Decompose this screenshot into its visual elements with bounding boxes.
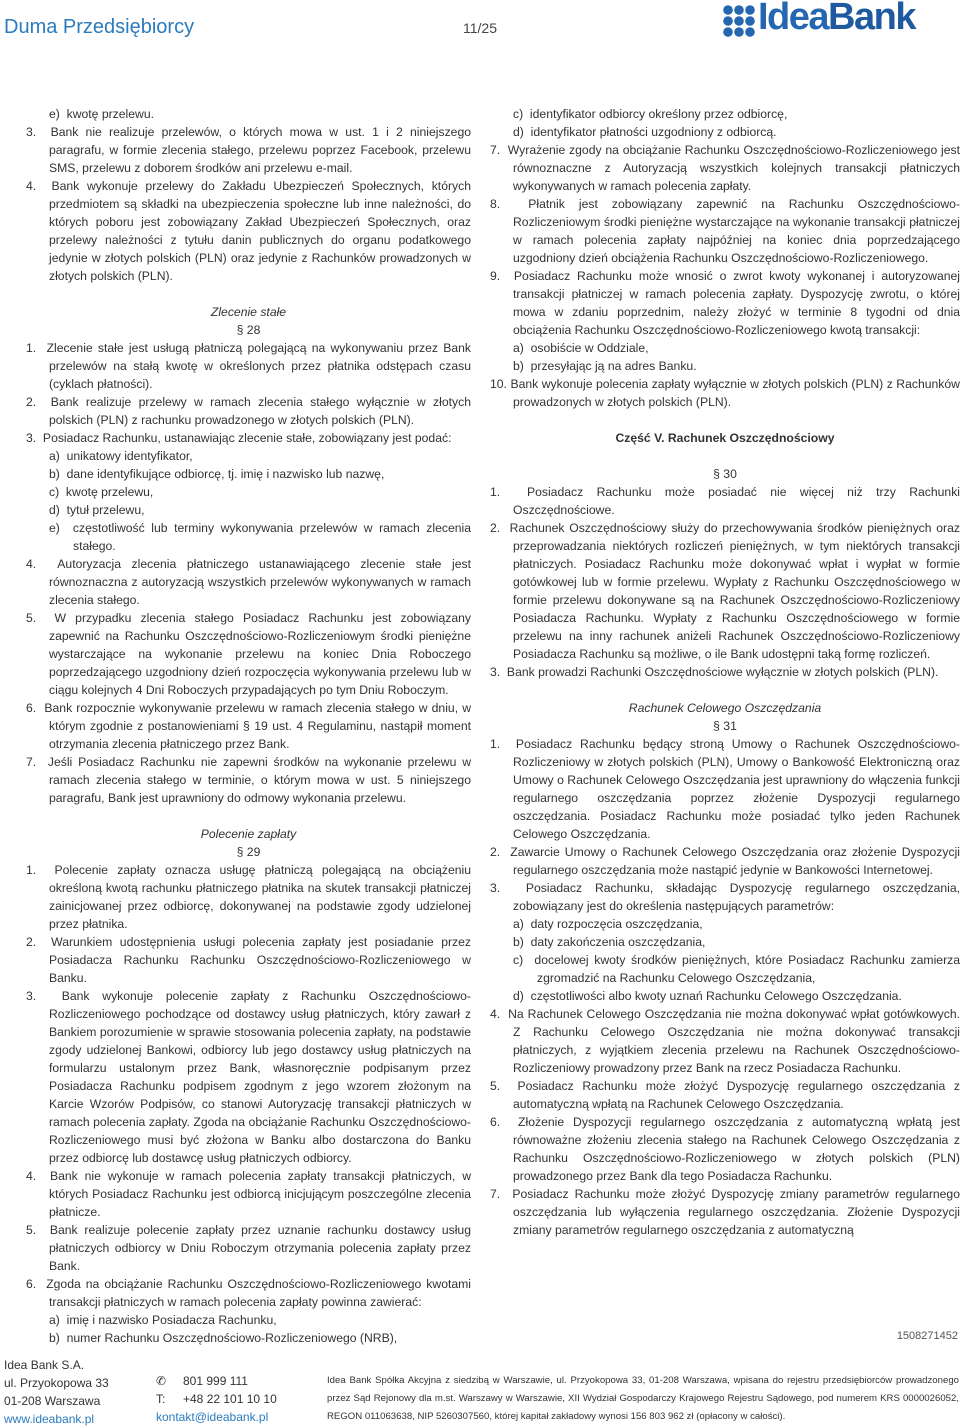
address-line: Idea Bank S.A. [4, 1358, 85, 1372]
list-subitem: d) identyfikator płatności uzgodniony z odbiorcą. [513, 125, 777, 139]
dots-grid-icon [722, 4, 756, 38]
section-heading: Rachunek Celowego Oszczędzania [628, 701, 822, 715]
paragraph-item: 10. Bank wykonuje polecenia zapłaty wyłącznie w złotych polskich (PLN) z Rachunków prowadzonych w złotych polskich (PLN). [490, 377, 960, 409]
left-column [26, 105, 471, 1347]
logo-bank: Bank [828, 0, 915, 38]
paragraph-item: 3. Posiadacz Rachunku, ustanawiając zlecenie stałe, zobowiązany jest podać: [26, 431, 452, 445]
section-heading: Część V. Rachunek Oszczędnościowy [615, 431, 835, 445]
list-subitem: c) kwotę przelewu, [49, 485, 154, 499]
list-subitem: a) daty rozpoczęcia oszczędzania, [513, 917, 703, 931]
right-column [490, 105, 960, 1239]
list-subitem: b) przesyłając ją na adres Banku. [513, 359, 697, 373]
logo-wordmark [758, 0, 915, 39]
list-subitem: b) daty zakończenia oszczędzania, [513, 935, 706, 949]
list-subitem: b) dane identyfikujące odbiorcę, tj. imię i nazwisko lub nazwę, [49, 467, 385, 481]
document-title: Duma Przedsiębiorcy [4, 16, 195, 38]
section-heading: Zlecenie stałe [210, 305, 287, 319]
paragraph-item: 9. Posiadacz Rachunku może wnosić o zwrot kwoty wykonanej i autoryzowanej transakcji płatniczej w ramach polecenia zapłaty. Dyspozycję zwrotu, o której mowa w zdaniu poprzednim, należy złożyć w terminie 8 tygodni od dnia obciążenia Rachunku Oszczędnościowo-Rozliczeniowego kwotą transakcji: [490, 269, 960, 337]
address-line: ul. Przyokopowa 33 [4, 1376, 109, 1390]
paragraph-item: 2. Warunkiem udostępnienia usługi polecenia zapłaty jest posiadanie przez Posiadacza Rachunku Rachunku Oszczędnościowo-Rozliczeniowego w Banku. [26, 935, 471, 985]
list-subitem: c) docelowej kwoty środków pieniężnych, które Posiadacz Rachunku zamierza zgromadzić na Rachunku Celowego Oszczędzania, [513, 953, 960, 985]
logo-idea: Idea [758, 0, 829, 38]
spacer [26, 807, 471, 825]
website-link[interactable]: www.ideabank.pl [4, 1412, 95, 1426]
paragraph-item: 4. Na Rachunek Celowego Oszczędzania nie można dokonywać wpłat gotówkowych. Z Rachunku Celowego Oszczędzania nie można dokonywać transakcji płatniczych, z wyjątkiem zlecenia przelewu na Rachunek Oszczędnościowo-Rozliczeniowy prowadzony przez Bank na rzecz Posiadacza Rachunku. [490, 1007, 960, 1075]
list-subitem: d) częstotliwości albo kwoty uznań Rachunku Celowego Oszczędzania. [513, 989, 902, 1003]
paragraph-item: 4. Bank wykonuje przelewy do Zakładu Ubezpieczeń Społecznych, których przedmiotem są składki na ubezpieczenia społeczne lub inne należności, do których poboru jest zobowiązany Zakład Ubezpieczeń Społecznych, oraz przelewy należności z tytułu danin publicznych do organu podatkowego jedynie w złotych polskich (PLN) oraz jedynie z Rachunków prowadzonych w złotych polskich (PLN). [26, 179, 471, 283]
paragraph-item: 4. Bank nie wykonuje w ramach polecenia zapłaty transakcji płatniczych, w których Posiadacz Rachunku jest odbiorcą inicjującym poszczególne zlecenia płatnicze. [26, 1169, 471, 1219]
paragraph-item: 1. Posiadacz Rachunku będący stroną Umowy o Rachunek Oszczędnościowo-Rozliczeniowy w złotych polskich (PLN), Umowy o Bankowość Elektroniczną oraz Umowy o Rachunek Celowego Oszczędzania jest uprawniony do włączenia funkcji regularnego oszczędzania poprzez złożenie Dyspozycji regularnego oszczędzania. Posiadacz Rachunku może posiadać tylko jeden Rachunek Celowego Oszczędzania. [490, 737, 960, 841]
paragraph-item: 8. Płatnik jest zobowiązany zapewnić na Rachunku Oszczędnościowo-Rozliczeniowym środki pieniężne wystarczające na wykonanie transakcji płatniczej w ramach polecenia zapłaty najpóźniej na koniec dnia poprzedzającego uzgodniony dzień obciążenia Rachunku Oszczędnościowo-Rozliczeniowego. [490, 197, 960, 265]
paragraph-item: 2. Zawarcie Umowy o Rachunek Celowego Oszczędzania oraz złożenie Dyspozycji regularnego oszczędzania może nastąpić jedynie w Bankowości Internetowej. [490, 845, 960, 877]
hotline-number: 801 999 111 [183, 1374, 248, 1388]
address-line: 01-208 Warszawa [4, 1394, 101, 1408]
list-subitem: e) kwotę przelewu. [49, 107, 154, 121]
email-link[interactable]: kontakt@ideabank.pl [156, 1410, 269, 1424]
paragraph-item: 7. Jeśli Posiadacz Rachunku nie zapewni środków na wykonanie przelewu w ramach zlecenia stałego w terminie, o którym mowa w ust. 5 niniejszego paragrafu, Bank jest uprawniony do odmowy wykonania przelewu. [26, 755, 471, 805]
paragraph-item: 2. Bank realizuje przelewy w ramach zlecenia stałego wyłącznie w złotych polskich (PLN) z rachunku prowadzonego w złotych polskich (PLN). [26, 395, 471, 427]
section-heading: Polecenie zapłaty [200, 827, 297, 841]
list-subitem: a) osobiście w Oddziale, [513, 341, 649, 355]
paragraph-item: 6. Zgoda na obciążanie Rachunku Oszczędnościowo-Rozliczeniowego kwotami transakcji płatniczych w ramach polecenia zapłaty powinna zawierać: [26, 1277, 471, 1309]
page-footer [0, 1330, 960, 1425]
paragraph-item: 7. Posiadacz Rachunku może złożyć Dyspozycję zmiany parametrów regularnego oszczędzania lub wyłączenia regularnego oszczędzania. Złożenie Dyspozycji zmiany parametrów regularnego oszczędzania z automatyczną [490, 1187, 960, 1237]
paragraph-item: 4. Autoryzacja zlecenia płatniczego ustanawiającego zlecenie stałe jest równoznaczna z autoryzacją wszystkich przelewów wykonywanych w ramach zlecenia stałego. [26, 557, 471, 607]
paragraph-item: 7. Wyrażenie zgody na obciążanie Rachunku Oszczędnościowo-Rozliczeniowego jest równoznaczne z Autoryzacją wszystkich kolejnych transakcji płatniczych wykonywanych w ramach polecenia zapłaty. [490, 143, 960, 193]
paragraph-item: 6. Złożenie Dyspozycji regularnego oszczędzania z automatyczną wpłatą jest równoważne złożeniu zlecenia stałego na Rachunek Celowego Oszczędzania z Rachunku Oszczędnościowo-Rozliczeniowego w złotych polskich (PLN) prowadzonego przez Bank dla tego Posiadacza Rachunku. [490, 1115, 960, 1183]
paragraph-item: 3. Bank wykonuje polecenie zapłaty z Rachunku Oszczędnościowo-Rozliczeniowego pochodzące od dostawcy usług płatniczych, który zawarł z Bankiem porozumienie w sprawie stosowania polecenia zapłaty, na podstawie zgody udzielonej Bankowi, odbiorcy lub jego dostawcy usług płatniczych na formularzu ustalonym przez Bank, własnoręcznie podpisanym przez Posiadacza Rachunku podpisem zgodnym z jego wzorem złożonym na Karcie Wzorów Podpisów, co stanowi Autoryzację transakcji płatniczych w ramach polecenia zapłaty. Zgoda na obciążanie Rachunku Oszczędnościowo-Rozliczeniowego musi być złożona w Banku albo dostarczona do Banku przez odbiorcę lub dostawcę usług płatniczych odbiorcy. [26, 989, 471, 1165]
spacer [490, 411, 960, 429]
list-subitem: b) numer Rachunku Oszczędnościowo-Rozliczeniowego (NRB), [49, 1331, 398, 1345]
section-heading: § 31 [713, 719, 737, 733]
paragraph-item: 3. Posiadacz Rachunku, składając Dyspozycję regularnego oszczędzania, zobowiązany jest do określenia następujących parametrów: [490, 881, 960, 913]
page-number: 11/25 [463, 20, 497, 36]
tel-number: +48 22 101 10 10 [183, 1392, 277, 1406]
section-heading: § 30 [713, 467, 737, 481]
section-heading: § 28 [236, 323, 261, 337]
list-subitem: e) częstotliwość lub terminy wykonywania przelewów w ramach zlecenia stałego. [49, 521, 471, 553]
paragraph-item: 3. Bank prowadzi Rachunki Oszczędnościowe wyłącznie w złotych polskich (PLN). [490, 665, 939, 679]
idea-bank-logo [722, 2, 960, 40]
spacer [490, 447, 960, 465]
list-subitem: d) tytuł przelewu, [49, 503, 145, 517]
page-header [0, 0, 960, 60]
contact-info [156, 1372, 277, 1426]
bank-address [4, 1356, 109, 1428]
section-heading: § 29 [236, 845, 261, 859]
paragraph-item: 5. Bank realizuje polecenie zapłaty przez uznanie rachunku dostawcy usług płatniczych odbiorcy w Dniu Roboczym otrzymania polecenia zapłaty przez Bank. [26, 1223, 471, 1273]
legal-notice: Idea Bank Spółka Akcyjna z siedzibą w Warszawie, ul. Przyokopowa 33, 01-208 Warszawa, wpisana do rejestru przedsiębiorców prowadzonego przez Sąd Rejonowy dla m.st. Warszawy w Warszawie, XII Wydział Gospodarczy Krajowego Rejestru Sądowego, pod numerem KRS 0000026052, REGON 011063638, NIP 5260307560, której kapitał zakładowy wynosi 156 803 962 zł (opłacony w całości). [327, 1375, 959, 1422]
paragraph-item: 5. Posiadacz Rachunku może złożyć Dyspozycję regularnego oszczędzania z automatyczną wpłatą na Rachunek Celowego Oszczędzania. [490, 1079, 960, 1111]
paragraph-item: 1. Polecenie zapłaty oznacza usługę płatniczą polegającą na obciążeniu określoną kwotą rachunku płatniczego płatnika na skutek transakcji płatniczej zainicjowanej przez odbiorcę, dokonywanej na podstawie zgody udzielonej przez płatnika. [26, 863, 471, 931]
list-subitem: a) imię i nazwisko Posiadacza Rachunku, [49, 1313, 277, 1327]
paragraph-item: 3. Bank nie realizuje przelewów, o których mowa w ust. 1 i 2 niniejszego paragrafu, w formie zlecenia stałego, przelewu poprzez Facebook, przelewu SMS, przelewu z doborem środków ani przelewu e-mail. [26, 125, 471, 175]
paragraph-item: 2. Rachunek Oszczędnościowy służy do przechowywania środków pieniężnych oraz przeprowadzania niektórych rozliczeń pieniężnych, w tym niektórych transakcji płatniczych. Posiadacz Rachunku może dokonywać wpłat i wypłat w formie gotówkowej lub w formie przelewu. Wypłaty z Rachunku Oszczędnościowego w formie przelewu dokonywane są na Rachunek Oszczędnościowo-Rozliczeniowy Posiadacza Rachunku. Wypłaty z Rachunku Oszczędnościowego w formie przelewu na inny rachunek aniżeli Rachunek Oszczędnościowo-Rozliczeniowy Posiadacza Rachunku są możliwe, o ile Bank udostępni taką formę rozliczeń. [490, 521, 960, 661]
paragraph-item: 1. Posiadacz Rachunku może posiadać nie więcej niż trzy Rachunki Oszczędnościowe. [490, 485, 960, 517]
document-code: 1508271452 [896, 1330, 958, 1342]
list-subitem: c) identyfikator odbiorcy określony przez odbiorcę, [513, 107, 788, 121]
spacer [490, 681, 960, 699]
phone-icon: ✆ [156, 1374, 167, 1388]
spacer [26, 285, 471, 303]
paragraph-item: 1. Zlecenie stałe jest usługą płatniczą polegającą na wykonywaniu przez Bank przelewów na stałą kwotę w określonych przez płatnika odstępach czasu (cyklach płatności). [26, 341, 471, 391]
list-subitem: a) unikatowy identyfikator, [49, 449, 193, 463]
paragraph-item: 6. Bank rozpocznie wykonywanie przelewu w ramach zlecenia stałego w dniu, w którym zgodnie z postanowieniami § 19 ust. 4 Regulaminu, nastąpił moment otrzymania zlecenia płatniczego przez Bank. [26, 701, 471, 751]
tel-label: T: [156, 1392, 166, 1406]
paragraph-item: 5. W przypadku zlecenia stałego Posiadacz Rachunku jest zobowiązany zapewnić na Rachunku Oszczędnościowo-Rozliczeniowym środki pieniężne wystarczające na wykonanie przelewu na koniec Dnia Roboczego poprzedzającego uzgodniony dzień rozpoczęcia wykonywania przelewu lub w ciągu kolejnych 4 Dni Roboczych przypadających po tym Dniu Roboczym. [26, 611, 471, 697]
